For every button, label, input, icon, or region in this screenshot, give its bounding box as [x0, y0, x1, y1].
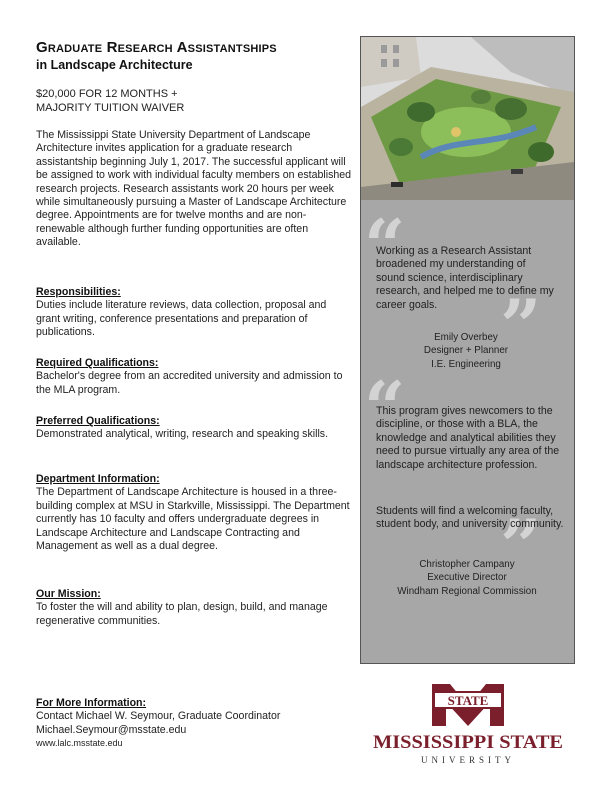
section-heading: Department Information: — [36, 473, 160, 485]
section-body: The Department of Landscape Architecture is housed in a three-building complex at MSU in Starkville, Mississippi. The Department currently has 10 faculty and offers undergraduate degrees in Landscape Architecture and Landscape Contracting and Management as well as a dual degree. — [36, 486, 350, 553]
website-link[interactable]: www.lalc.msstate.edu — [36, 738, 123, 749]
attribution-name: Emily Overbey — [434, 332, 498, 343]
contact-coordinator: Contact Michael W. Seymour, Graduate Coordinator — [36, 710, 281, 723]
contact-heading: For More Information: — [36, 697, 147, 709]
section-department-information — [36, 473, 352, 553]
page-title: Graduate Research Assistantships — [36, 39, 277, 56]
testimonial-quote-continued: Students will find a welcoming faculty, student body, and university community. — [376, 505, 564, 531]
attribution-role: Executive Director — [427, 572, 507, 584]
landscape-rendering-image — [361, 37, 574, 200]
testimonial-quote: This program gives newcomers to the discipline, or those with a BLA, the knowledge and analytical abilities they need to pursue virtually any area of the landscape architecture profession. — [376, 405, 560, 471]
open-quote-icon: “ — [364, 203, 406, 288]
section-required-qualifications — [36, 357, 352, 397]
intro-paragraph: The Mississippi State University Department of Landscape Architecture invites application for a graduate research assistantship beginning July 1, 2017. The successful applicant will be assigned to work with individual faculty members on established research projects. Research assistants work 20 hours per week while simultaneously pursuing a Master of Landscape Architecture degree. Appointments are for twelve months and are non-renewable although further funding opportunities are often available. — [36, 129, 352, 249]
logo-university: UNIVERSITY — [421, 755, 515, 765]
section-preferred-qualifications — [36, 415, 352, 442]
section-heading: Preferred Qualifications: — [36, 415, 160, 427]
attribution-role: Designer + Planner — [423, 345, 509, 357]
attribution-org: I.E. Engineering — [431, 358, 501, 370]
section-body: Demonstrated analytical, writing, research and speaking skills. — [36, 428, 329, 441]
section-heading: Required Qualifications: — [36, 357, 159, 369]
attribution-org: Windham Regional Commission — [397, 585, 537, 597]
msu-logo — [370, 678, 566, 770]
section-body: To foster the will and ability to plan, design, build, and manage regenerative communities. — [36, 601, 328, 627]
open-quote-icon: “ — [364, 365, 406, 450]
attribution-name: Christopher Campany — [419, 559, 515, 570]
page-subtitle: in Landscape Architecture — [36, 58, 193, 72]
funding-line-waiver: MAJORITY TUITION WAIVER — [36, 101, 185, 114]
testimonial-attribution — [362, 558, 572, 598]
section-responsibilities — [36, 286, 352, 340]
logo-badge-text: STATE — [447, 693, 489, 708]
close-quote-icon: ” — [500, 283, 542, 368]
testimonial-attribution — [376, 331, 556, 371]
contact-email-link[interactable]: Michael.Seymour@msstate.edu — [36, 723, 187, 736]
section-mission — [36, 588, 352, 628]
testimonial-quote: Working as a Research Assistant broadened my understanding of sound science, interdisciplinary research, and helped me to define my career goals. — [376, 245, 554, 311]
logo-wordmark: MISSISSIPPI STATE — [373, 732, 563, 753]
contact-block — [36, 697, 280, 751]
section-body: Duties include literature reviews, data collection, proposal and grant writing, conference presentations and preparation of publications. — [36, 299, 327, 339]
funding-block — [36, 88, 184, 115]
section-heading: Responsibilities: — [36, 286, 121, 298]
section-body: Bachelor's degree from an accredited university and admission to the MLA program. — [36, 370, 343, 396]
funding-line-amount: $20,000 FOR 12 MONTHS + — [36, 88, 178, 100]
section-heading: Our Mission: — [36, 588, 101, 600]
close-quote-icon: ” — [500, 503, 542, 588]
